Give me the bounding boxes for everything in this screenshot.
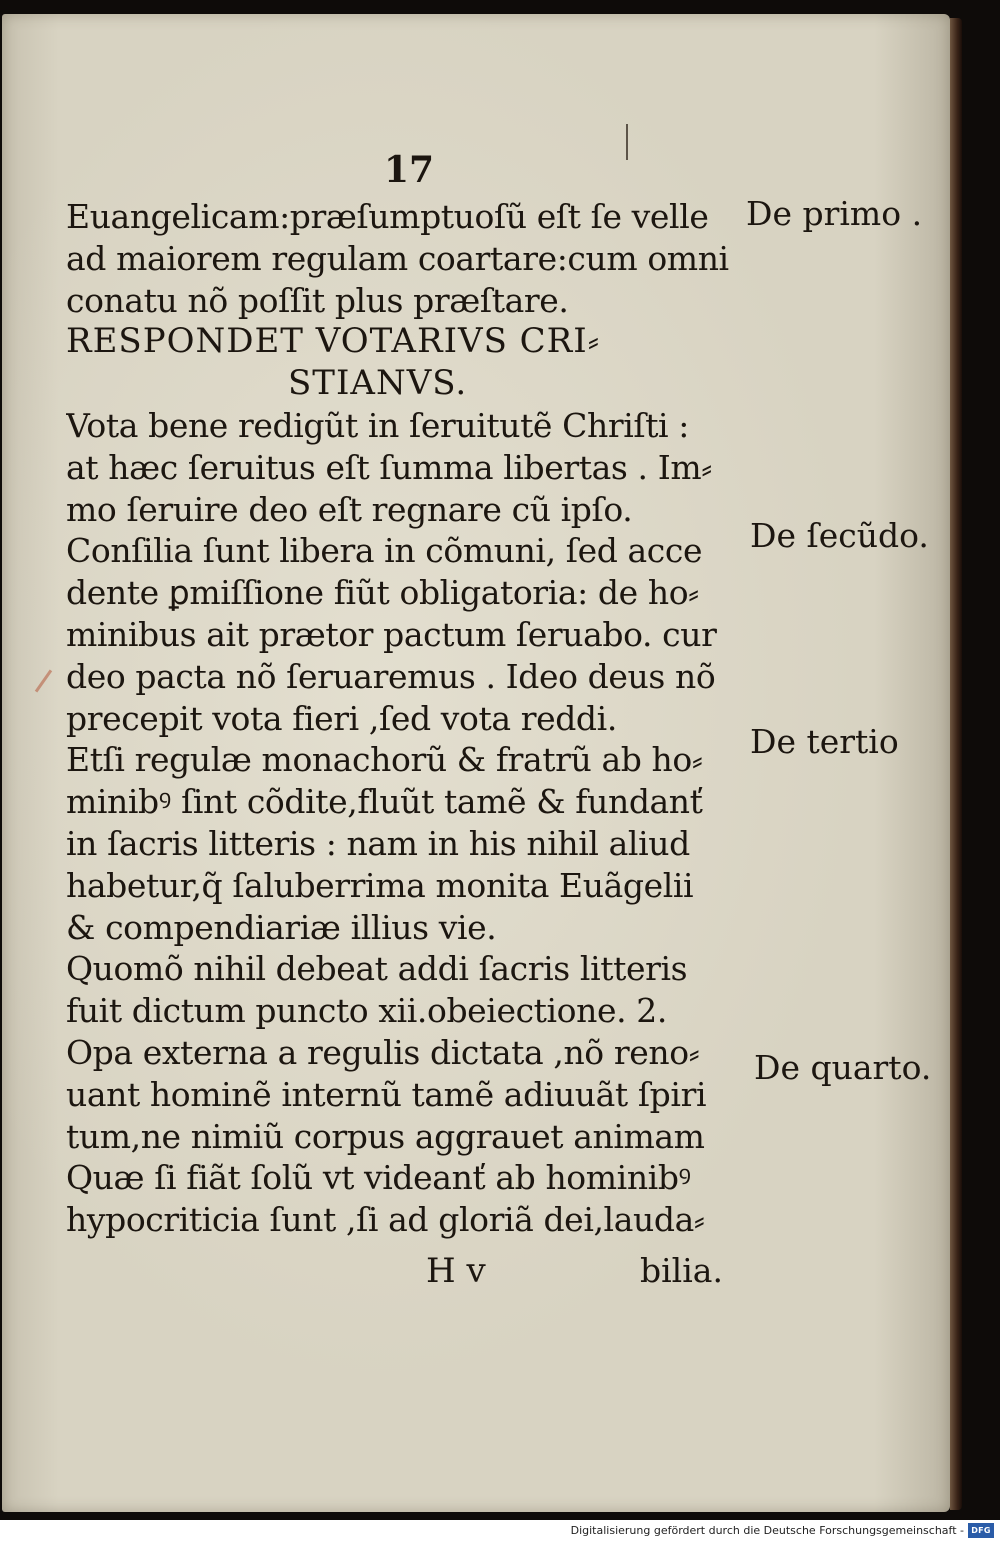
text-line: Quæ ſi fiãt ſolũ vt videanť ab hominibꝰ [66, 1158, 691, 1198]
text-line: mo ſeruire deo eſt regnare cũ ipſo. [66, 489, 633, 529]
text-line: ad maiorem regulam coartare:cum omni [66, 238, 729, 278]
ink-mark [35, 669, 52, 692]
section-heading-continued: STIANVS. [288, 363, 468, 404]
text-line: & compendiariæ illius vie. [66, 907, 497, 947]
ink-mark [626, 124, 628, 160]
text-line: precepit vota fieri ,ſed vota reddi. [66, 698, 617, 738]
text-line: Opa externa a regulis dictata ,nõ reno⸗ [66, 1032, 700, 1072]
text-line: conatu nõ poſſit plus præſtare. [66, 280, 569, 320]
folio-number: 17 [384, 149, 435, 191]
text-line: deo pacta nõ ſeruaremus . Ideo deus nõ [66, 656, 716, 696]
margin-note-tertio: De tertio [750, 722, 899, 761]
text-line: Euangelicam:præſumptuoſũ eſt ſe velle [66, 197, 709, 236]
text-line: Vota bene redigũt in ſeruitutẽ Chriſti : [66, 405, 690, 445]
margin-note-primo: De primo . [746, 194, 923, 233]
text-line: minibus ait prætor pactum ſeruabo. cur [66, 614, 717, 654]
book-page-edge [950, 18, 962, 1510]
book-page [2, 14, 950, 1512]
catchword: bilia. [640, 1251, 723, 1290]
signature-mark: H v [426, 1251, 486, 1291]
margin-note-secundo: De ſecũdo. [750, 516, 929, 555]
section-heading: RESPONDET VOTARIVS CRI⸗ [66, 321, 601, 362]
text-line: minibꝰ ſint cõdite,fluũt tamẽ & fundanť [66, 782, 703, 822]
text-line: fuit dictum puncto xii.obeiectione. 2. [66, 991, 667, 1031]
text-line: in ſacris litteris : nam in his nihil aliud [66, 823, 690, 863]
text-line: habetur,q̃ ſaluberrima monita Euãgelii [66, 865, 694, 905]
text-line: uant hominẽ internũ tamẽ adiuuãt ſpiri [66, 1074, 707, 1114]
margin-note-quarto: De quarto. [754, 1048, 932, 1087]
text-line: Etſi regulæ monachorũ & fratrũ ab ho⸗ [66, 740, 703, 780]
footer-credit: Digitalisierung gefördert durch die Deutsche Forschungsgemeinschaft - [570, 1524, 964, 1537]
text-line: Conſilia ſunt libera in cõmuni, ſed acce [66, 531, 703, 571]
text-line: Quomõ nihil debeat addi ſacris litteris [66, 949, 688, 989]
text-line: hypocriticia ſunt ,ſi ad gloriã dei,lauda⸗ [66, 1200, 705, 1240]
page-footer-row [2, 1250, 950, 1294]
text-line: dente ꝑmiſſione fiũt obligatoria: de ho⸗ [66, 573, 699, 613]
main-text-block [66, 196, 756, 1241]
text-line: at hæc ſeruitus eſt ſumma libertas . Im⸗ [66, 447, 712, 487]
text-line: tum,ne nimiũ corpus aggrauet animam [66, 1116, 705, 1156]
digitization-footer [0, 1520, 1000, 1542]
dfg-logo-icon: DFG [968, 1523, 994, 1538]
